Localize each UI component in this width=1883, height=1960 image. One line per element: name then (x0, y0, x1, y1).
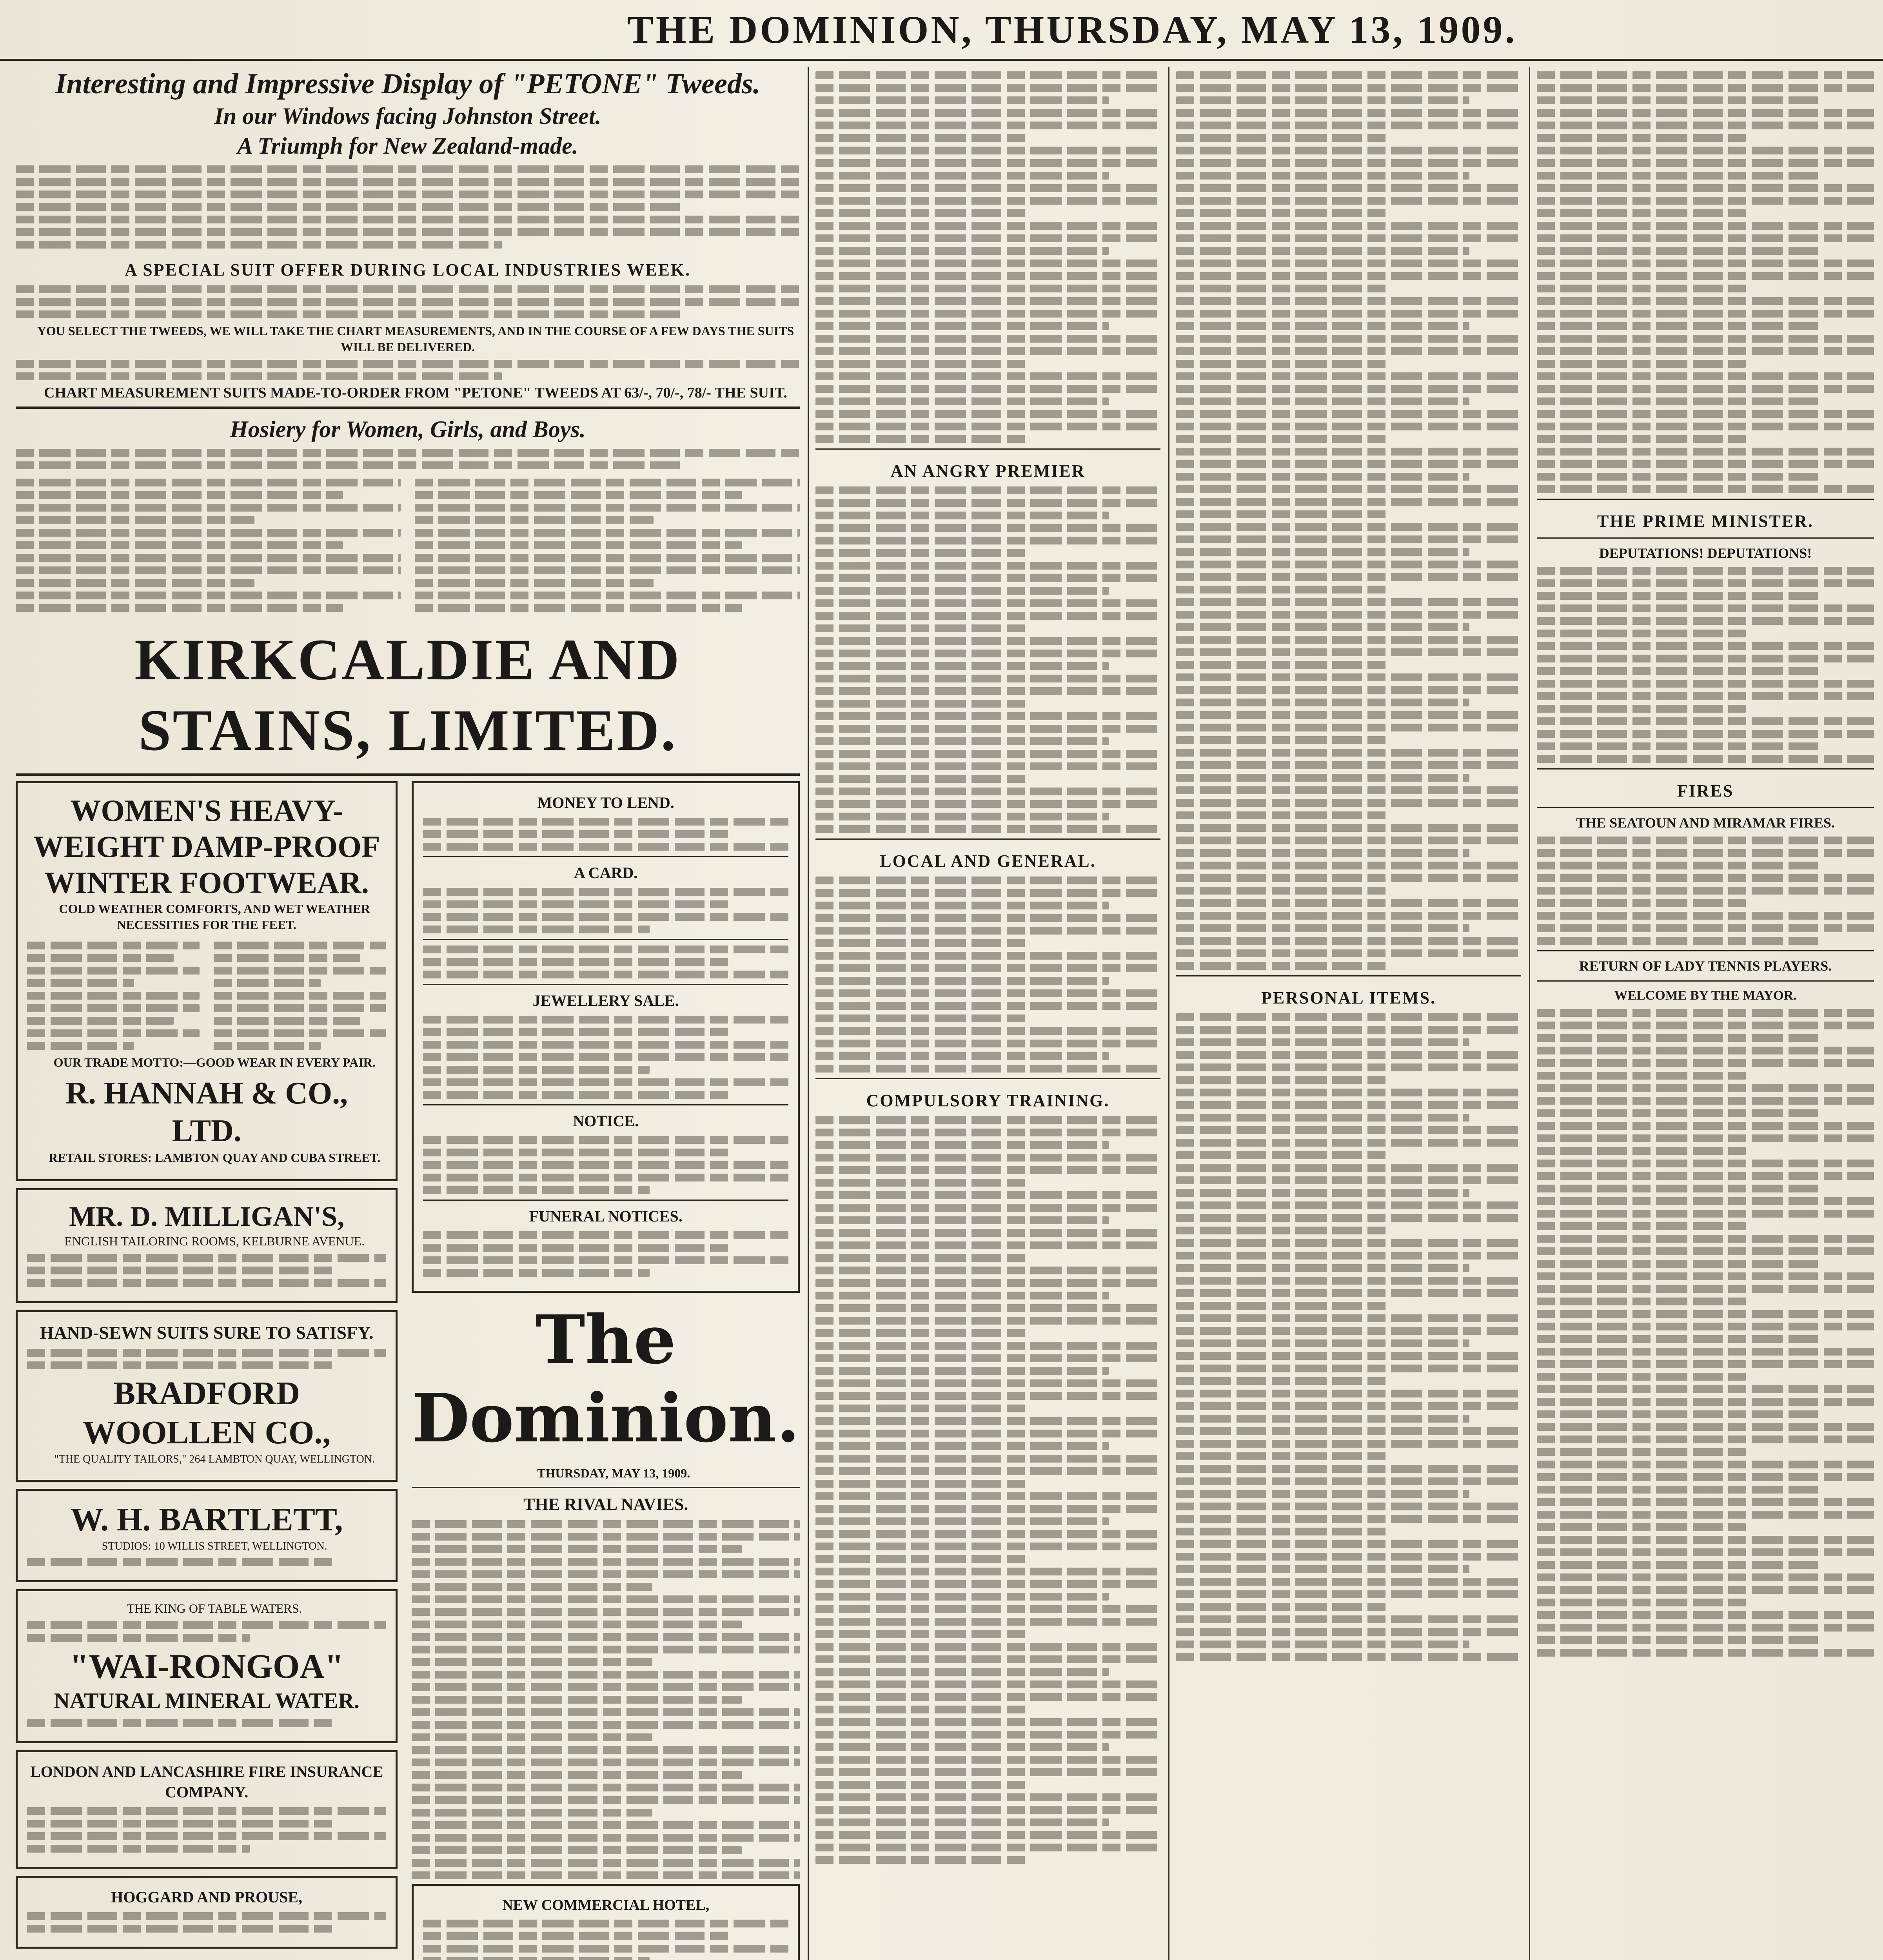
hogg-title: HOGGARD AND PROUSE, (111, 1888, 303, 1906)
footwear-motto: OUR TRADE MOTTO:—GOOD WEAR IN EVERY PAIR. (53, 1055, 376, 1069)
classified-money: MONEY TO LEND. (537, 794, 674, 811)
editorial-paper-title: The Dominion. (412, 1301, 800, 1457)
footwear-firm: R. HANNAH & CO., LTD. (65, 1076, 348, 1148)
petone-select: YOU SELECT THE TWEEDS, WE WILL TAKE THE CHART MEASUREMENTS, AND IN THE COURSE OF A FEW DAYS THE SUITS WILL BE DELIVERED. (37, 324, 794, 354)
footwear-note: COLD WEATHER COMFORTS, AND WET WEATHER NECESSITIES FOR THE FEET. (59, 902, 370, 932)
wairongoa-title: "WAI-RONGOA" (69, 1648, 344, 1686)
classified-notice: NOTICE. (573, 1112, 639, 1130)
milligan-sub: ENGLISH TAILORING ROOMS, KELBURNE AVENUE. (64, 1234, 365, 1248)
classified-ads (412, 781, 800, 1293)
col4-personal: PERSONAL ITEMS. (1261, 988, 1436, 1007)
footwear-title: WOMEN'S HEAVY-WEIGHT DAMP-PROOF WINTER FOOTWEAR. (33, 793, 380, 900)
kirkcaldie-title: KIRKCALDIE AND STAINS, LIMITED. (134, 627, 681, 763)
col3-local: LOCAL AND GENERAL. (880, 851, 1096, 871)
wairongoa-ad (16, 1589, 398, 1743)
masthead (0, 0, 1883, 61)
col5-premier: THE PRIME MINISTER. (1597, 512, 1814, 531)
bartlett-ad (16, 1489, 398, 1582)
hotel-ads (412, 1884, 800, 1960)
classified-card: A CARD. (574, 864, 638, 882)
bradford-title: BRADFORD WOOLLEN CO., (82, 1375, 331, 1451)
col3-angry: AN ANGRY PREMIER (890, 461, 1086, 481)
classified-hotel: NEW COMMERCIAL HOTEL, (502, 1897, 710, 1913)
editorial-leader: THE RIVAL NAVIES. (523, 1495, 688, 1514)
bradford-headline: HAND-SEWN SUITS SURE TO SATISFY. (40, 1323, 374, 1343)
wairongoa-king: THE KING OF TABLE WATERS. (127, 1601, 302, 1615)
petone-title: Interesting and Impressive Display of "PETONE" Tweeds. (55, 68, 761, 100)
col3-compulsory: COMPULSORY TRAINING. (866, 1091, 1110, 1110)
milligan-ad (16, 1188, 398, 1303)
col5-tennis: RETURN OF LADY TENNIS PLAYERS. (1579, 958, 1832, 974)
wairongoa-sub: NATURAL MINERAL WATER. (54, 1689, 360, 1713)
bradford-tag: "THE QUALITY TAILORS," 264 LAMBTON QUAY, WELLINGTON. (54, 1453, 375, 1465)
bartlett-studio: STUDIOS: 10 WILLIS STREET, WELLINGTON. (102, 1540, 327, 1552)
col5-seatoun: THE SEATOUN AND MIRAMAR FIRES. (1576, 815, 1835, 831)
advertisement-column (16, 67, 800, 1960)
petone-subtitle: In our Windows facing Johnston Street. (214, 103, 601, 129)
news-column-4 (1176, 67, 1521, 1960)
petone-ad (16, 67, 800, 401)
bartlett-title: W. H. BARTLETT, (70, 1501, 343, 1538)
footwear-stores: RETAIL STORES: LAMBTON QUAY AND CUBA STREET. (49, 1151, 381, 1165)
col5-mayor: WELCOME BY THE MAYOR. (1614, 988, 1797, 1003)
hogg-ad (16, 1876, 398, 1949)
editorial-body (412, 1520, 800, 1879)
editorial-date: THURSDAY, MAY 13, 1909. (537, 1466, 690, 1480)
col5-deputations: DEPUTATIONS! DEPUTATIONS! (1599, 545, 1812, 561)
news-column-3 (815, 67, 1160, 1960)
col5-fires: FIRES (1677, 781, 1734, 800)
insurance-ad (16, 1750, 398, 1869)
hosiery-list (16, 474, 800, 617)
milligan-title: MR. D. MILLIGAN'S, (69, 1201, 345, 1232)
petone-slogan: A Triumph for New Zealand-made. (237, 133, 578, 159)
masthead-title: THE DOMINION, THURSDAY, MAY 13, 1909. (627, 8, 1517, 51)
news-column-5 (1537, 67, 1874, 1960)
classified-funeral: FUNERAL NOTICES. (529, 1207, 683, 1225)
petone-chart: CHART MEASUREMENT SUITS MADE-TO-ORDER FROM "PETONE" TWEEDS AT 63/-, 70/-, 78/- THE SUIT. (44, 385, 787, 401)
classified-jewellery: JEWELLERY SALE. (532, 992, 679, 1009)
bradford-ad (16, 1310, 398, 1482)
insurance-title: LONDON AND LANCASHIRE FIRE INSURANCE COMPANY. (30, 1763, 383, 1801)
hosiery-title: Hosiery for Women, Girls, and Boys. (230, 416, 586, 442)
petone-offer-title: A SPECIAL SUIT OFFER DURING LOCAL INDUSTRIES WEEK. (124, 260, 691, 279)
footwear-ad (16, 781, 398, 1181)
